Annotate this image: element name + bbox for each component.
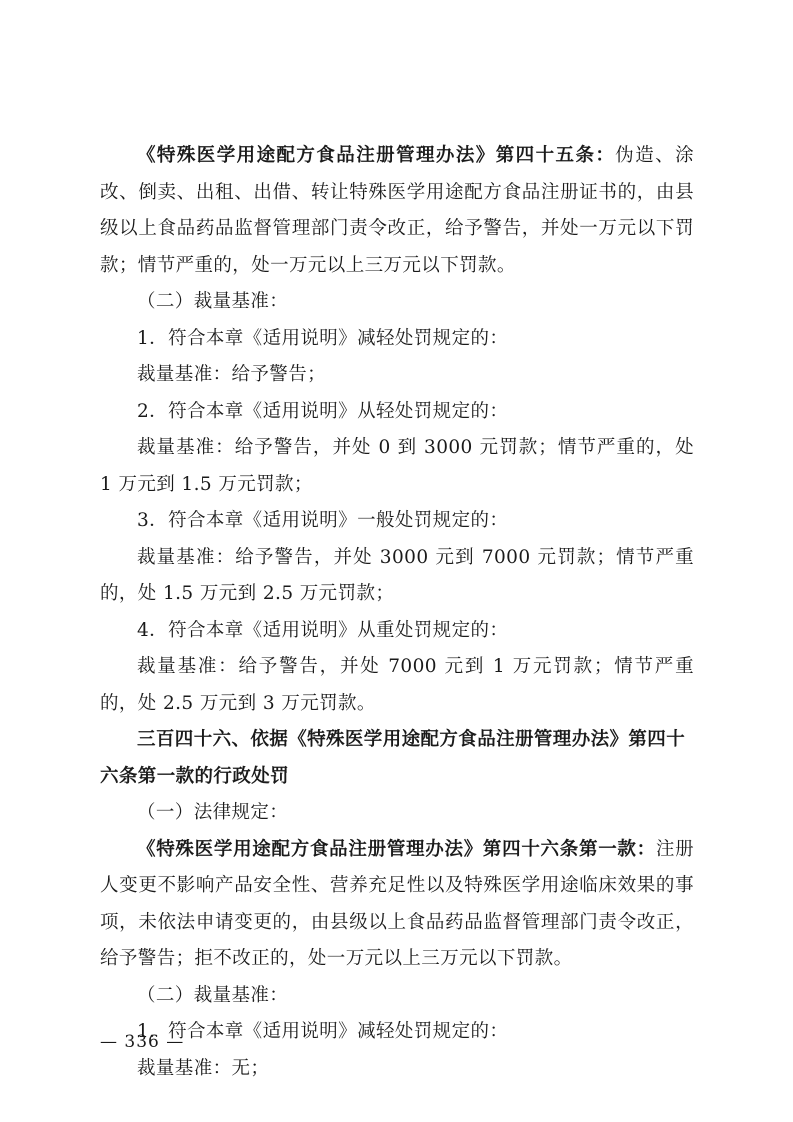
standard-4: 裁量基准：给予警告，并处 7000 元到 1 万元罚款；情节严重的，处 2.5 万元到 3 万元罚款。 (100, 656, 694, 714)
standard-2: 裁量基准：给予警告，并处 0 到 3000 元罚款；情节严重的，处 1 万元到 1.5 万元罚款； (100, 437, 694, 495)
item-4-severe: 4．符合本章《适用说明》从重处罚规定的： (137, 619, 509, 641)
article-45-text: 伪造、涂改、倒卖、出租、出借、转让特殊医学用途配方食品注册证书的，由县级以上食品药品监督管理部门责令改正，给予警告，并处一万元以下罚款；情节严重的，处一万元以上三万元以下罚款。 (100, 145, 694, 276)
document-body (100, 138, 694, 1087)
article-45-citation: 《特殊医学用途配方食品注册管理办法》第四十五条： (137, 145, 616, 166)
page-number: — 336 — (100, 1032, 185, 1052)
standard-1: 裁量基准：给予警告； (137, 364, 327, 385)
standard-1-2: 裁量基准：无； (137, 1057, 270, 1079)
article-45-paragraph (100, 138, 694, 284)
section-heading-discretion-standard: （二）裁量基准： (137, 291, 289, 312)
item-1-mitigated: 1．符合本章《适用说明》减轻处罚规定的： (137, 327, 509, 349)
article-46-citation: 《特殊医学用途配方食品注册管理办法》第四十六条第一款： (137, 838, 656, 860)
section-heading-legal-provision: （一）法律规定： (137, 802, 289, 823)
item-1-mitigated-2: 1．符合本章《适用说明》减轻处罚规定的： (137, 1021, 509, 1042)
item-3-general: 3．符合本章《适用说明》一般处罚规定的： (137, 510, 509, 531)
section-346-title: 三百四十六、依据《特殊医学用途配方食品注册管理办法》第四十六条第一款的行政处罚 (100, 729, 686, 787)
article-46-text: 注册人变更不影响产品安全性、营养充足性以及特殊医学用途临床效果的事项，未依法申请变更的，由县级以上食品药品监督管理部门责令改正，给予警告；拒不改正的，处一万元以上三万元以下罚款。 (100, 838, 694, 969)
item-2-lenient: 2．符合本章《适用说明》从轻处罚规定的： (137, 400, 509, 422)
article-46-paragraph (100, 832, 694, 978)
section-heading-discretion-standard-2: （二）裁量基准： (137, 984, 289, 1006)
standard-3: 裁量基准：给予警告，并处 3000 元到 7000 元罚款；情节严重的，处 1.5 万元到 2.5 万元罚款； (100, 546, 694, 604)
